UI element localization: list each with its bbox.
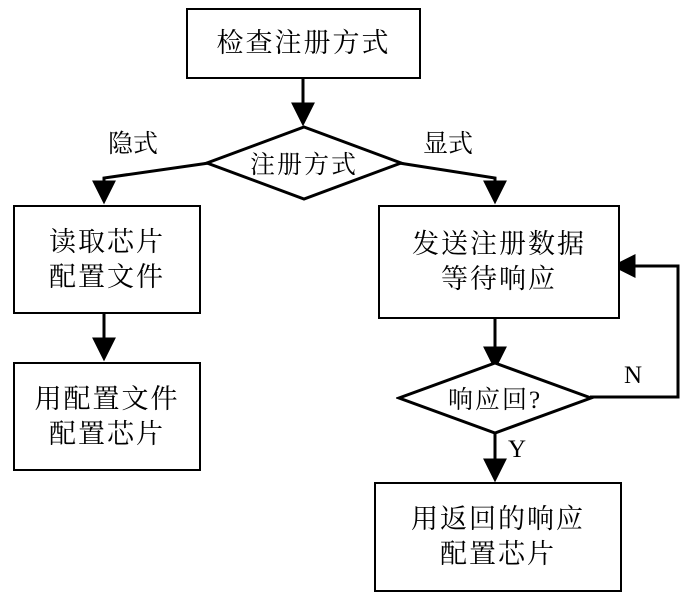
node-apply-config-file-to-chip <box>13 362 201 471</box>
node-label: 检查注册方式 <box>216 28 391 59</box>
node-label: 响应回? <box>447 387 543 414</box>
node-label-line-1: 用返回的响应 <box>411 504 585 535</box>
node-send-register-data-wait-response <box>378 205 620 319</box>
edge-label-no: N <box>624 362 643 389</box>
node-read-chip-config-file <box>13 205 201 314</box>
edge-label-explicit: 显式 <box>423 131 474 158</box>
edge-explicit <box>399 163 495 196</box>
node-decision-response-returned <box>396 360 594 436</box>
node-label-line-1: 读取芯片 <box>49 226 165 257</box>
node-label-line-2: 等待响应 <box>441 264 557 294</box>
node-label-line-2: 配置芯片 <box>49 418 165 449</box>
edge-implicit <box>104 163 209 196</box>
node-label-line-2: 配置芯片 <box>440 539 556 569</box>
node-decision-register-mode <box>204 124 404 202</box>
edge-label-implicit: 隐式 <box>108 131 159 158</box>
node-apply-returned-response-to-chip <box>374 482 622 592</box>
node-label-line-2: 配置文件 <box>49 261 165 292</box>
node-label-line-1: 发送注册数据 <box>412 229 586 260</box>
node-label-line-1: 用配置文件 <box>34 383 180 414</box>
node-check-register-mode <box>186 8 421 79</box>
node-label: 注册方式 <box>249 152 358 179</box>
edge-label-yes: Y <box>508 436 527 463</box>
